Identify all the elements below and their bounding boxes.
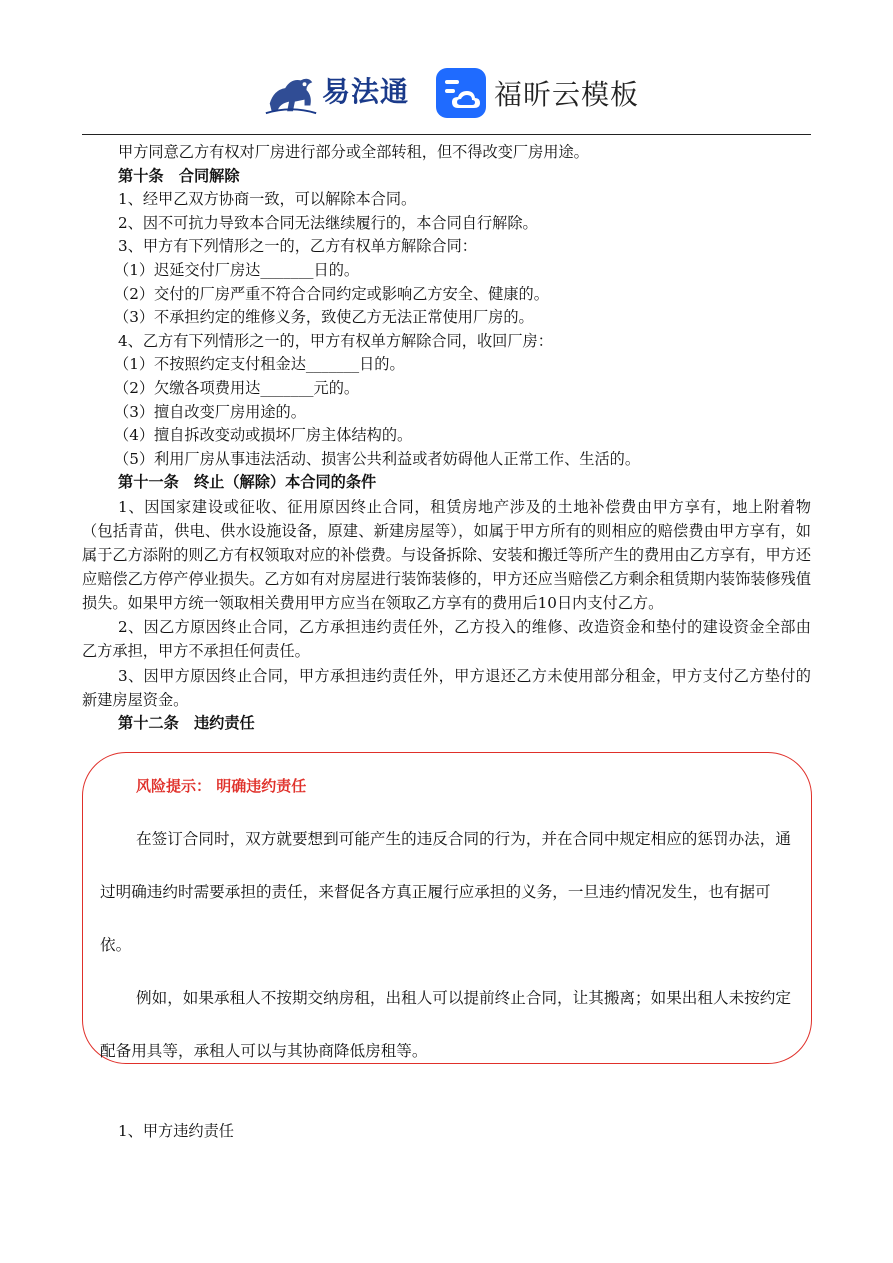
text-line: （3）擅自改变厂房用途的。 (114, 402, 306, 421)
text-line: （1）不按照约定支付租金达_______日的。 (114, 355, 405, 374)
text-line: 2、因不可抗力导致本合同无法继续履行的，本合同自行解除。 (118, 213, 538, 232)
foxit-template-logo (436, 66, 639, 120)
text-line: 甲方同意乙方有权对厂房进行部分或全部转租，但不得改变厂房用途。 (118, 143, 589, 161)
qilin-logo-icon (262, 60, 320, 120)
section-heading: 第十二条 违约责任 (118, 713, 255, 732)
risk-tip-paragraph: 在签订合同时，双方就要想到可能产生的违反合同的行为，并在合同中规定相应的惩罚办法，通过明确违约时需要承担的责任，来督促各方真正履行应承担的义务，一旦违约情况发生，也有据可依。 (100, 830, 791, 954)
foxit-template-logo-text: 福昕云模板 (494, 78, 640, 111)
page-header (0, 0, 893, 136)
contract-body (82, 141, 811, 735)
section-heading: 第十一条 终止（解除）本合同的条件 (118, 473, 377, 492)
text-line: （4）擅自拆改变动或损坏厂房主体结构的。 (114, 426, 413, 445)
paragraph: 3、因甲方原因终止合同，甲方承担违约责任外，甲方退还乙方未使用部分租金，甲方支付乙方垫付的新建房屋资金。 (82, 666, 811, 709)
foxit-cloud-logo-icon (436, 68, 486, 118)
risk-tip-title: 风险提示： 明确违约责任 (136, 777, 307, 795)
text-line: （3）不承担约定的维修义务，致使乙方无法正常使用厂房的。 (114, 308, 534, 327)
paragraph: 2、因乙方原因终止合同，乙方承担违约责任外，乙方投入的维修、改造资金和垫付的建设资金全部由乙方承担，甲方不承担任何责任。 (82, 618, 811, 661)
text-line: （2）交付的厂房严重不符合合同约定或影响乙方安全、健康的。 (114, 284, 549, 303)
paragraph: 1、因国家建设或征收、征用原因终止合同，租赁房地产涉及的土地补偿费由甲方享有，地上附着物（包括青苗，供电、供水设施设备，原建、新建房屋等），如属于甲方所有的则相应的赔偿费由甲方享有，如属于乙方添附的则乙方有权领取对应的补偿费。与设备拆除、安装和搬迁等所产生的费用由乙方享有，甲方还应赔偿乙方停产停业损失。乙方如有对房屋进行装饰装修的，甲方还应当赔偿乙方剩余租赁期内装饰装修残值损失。如果甲方统一领取相关费用甲方应当在领取乙方享有的费用后10日内支付乙方。 (82, 497, 811, 613)
text-line: （1）迟延交付厂房达_______日的。 (114, 260, 360, 279)
text-line: 3、甲方有下列情形之一的，乙方有权单方解除合同： (118, 237, 477, 256)
subsection-heading: 1、甲方违约责任 (118, 1122, 234, 1140)
text-line: （2）欠缴各项费用达_______元的。 (114, 378, 360, 397)
risk-tip-paragraph: 例如，如果承租人不按期交纳房租，出租人可以提前终止合同，让其搬离；如果出租人未按约定配备用具等，承租人可以与其协商降低房租等。 (100, 989, 791, 1060)
risk-tip-box (82, 752, 812, 1064)
text-line: 4、乙方有下列情形之一的，甲方有权单方解除合同，收回厂房： (118, 331, 553, 350)
text-line: 1、经甲乙双方协商一致，可以解除本合同。 (118, 190, 417, 209)
yifatong-logo-text: 易法通 (322, 75, 410, 108)
section-heading: 第十条 合同解除 (118, 166, 240, 185)
risk-tip-body (100, 813, 795, 1078)
yifatong-logo (262, 58, 412, 122)
text-line: （5）利用厂房从事违法活动、损害公共利益或者妨碍他人正常工作、生活的。 (114, 449, 641, 468)
header-divider (82, 134, 811, 135)
